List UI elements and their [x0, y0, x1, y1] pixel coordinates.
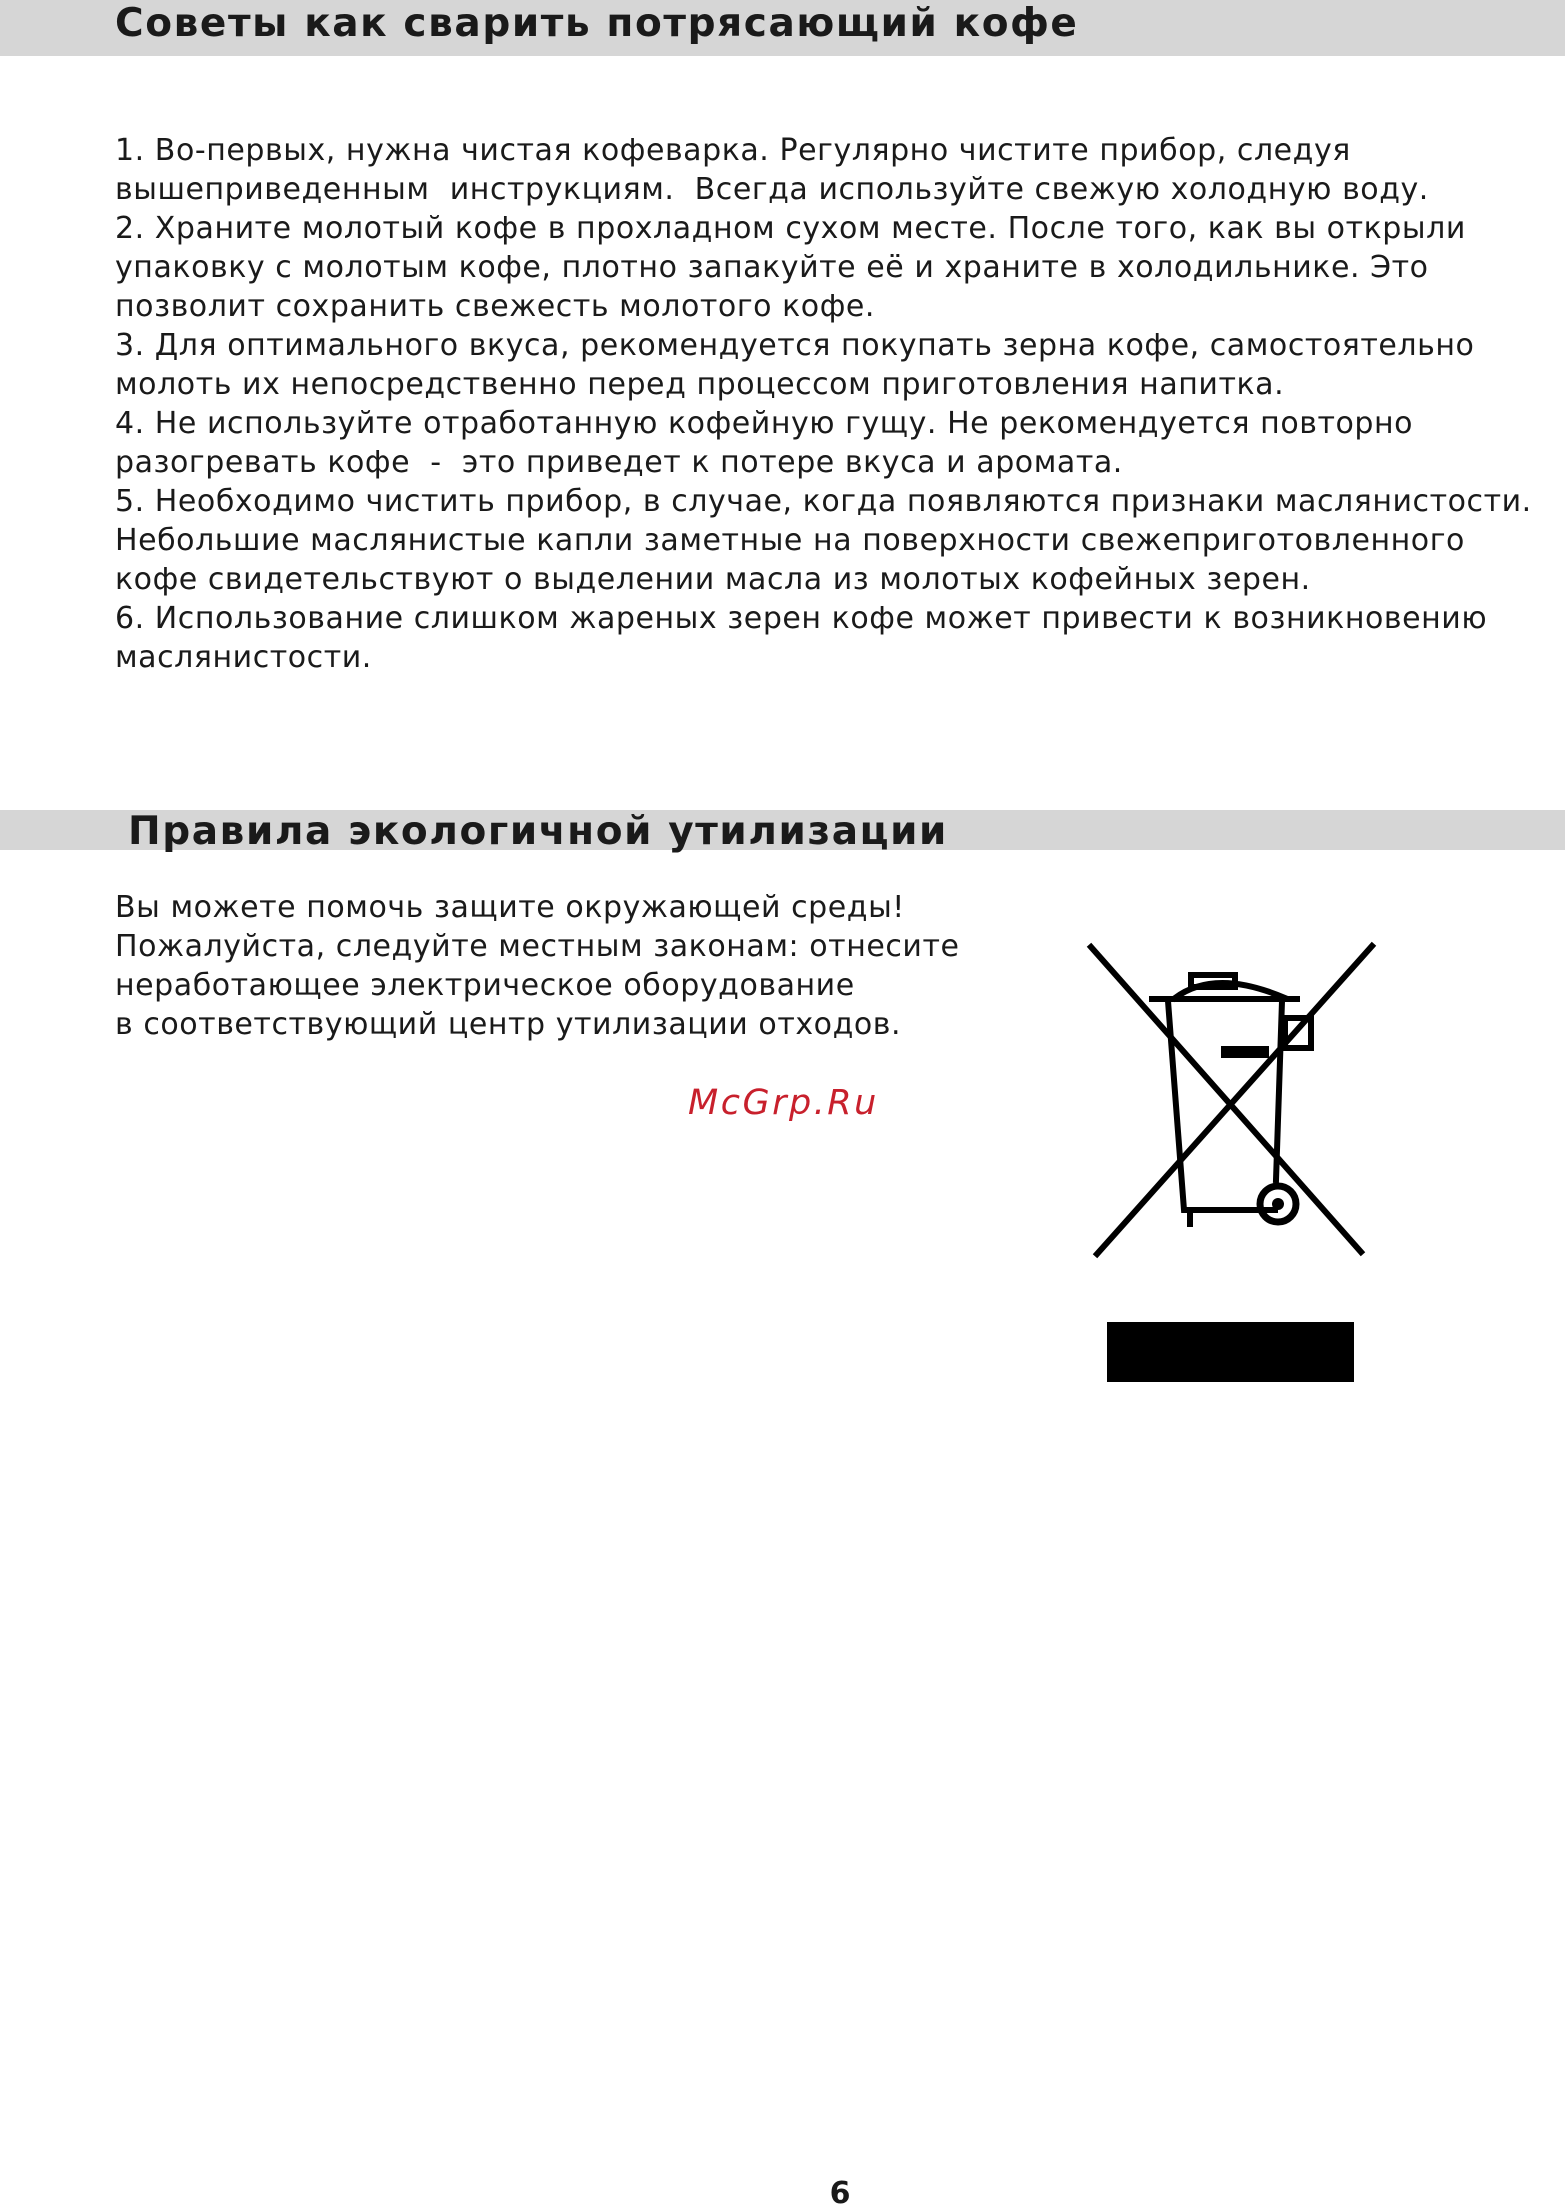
eco-paragraph: [115, 888, 960, 1044]
tips-line: вышеприведенным инструкциям. Всегда используйте свежую холодную воду.: [115, 172, 1429, 207]
tips-section-title: Советы как сварить потрясающий кофе: [115, 1, 1079, 46]
tips-section-header: [0, 0, 1565, 56]
page-number: 6: [829, 2176, 851, 2211]
tips-line: маслянистости.: [115, 640, 372, 675]
tips-line: позволит сохранить свежесть молотого кофе.: [115, 289, 875, 324]
eco-line: Пожалуйста, следуйте местным законам: отнесите: [115, 929, 960, 964]
eco-line: в соответствующий центр утилизации отходов.: [115, 1007, 902, 1042]
eco-section-header: [0, 809, 1565, 854]
watermark-text: McGrp.Ru: [688, 1083, 879, 1123]
tips-line: 4. Не используйте отработанную кофейную гущу. Не рекомендуется повторно: [115, 406, 1414, 441]
tips-line: кофе свидетельствуют о выделении масла из молотых кофейных зерен.: [115, 562, 1311, 597]
eco-section-title: Правила экологичной утилизации: [128, 809, 948, 854]
tips-line: разогревать кофе - это приведет к потере вкуса и аромата.: [115, 445, 1123, 480]
eco-line: Вы можете помочь защите окружающей среды!: [115, 890, 905, 925]
tips-list: [115, 131, 1565, 677]
tips-line: молоть их непосредственно перед процессом приготовления напитка.: [115, 367, 1285, 402]
tips-line: 2. Храните молотый кофе в прохладном сухом месте. После того, как вы открыли: [115, 211, 1466, 246]
weee-black-bar: [1107, 1322, 1354, 1382]
crossed-out-wheelie-bin-icon: [1080, 940, 1380, 1260]
tips-line: Небольшие маслянистые капли заметные на поверхности свежеприготовленного: [115, 523, 1465, 558]
tips-line: 5. Необходимо чистить прибор, в случае, когда появляются признаки маслянистости.: [115, 484, 1532, 519]
tips-line: 6. Использование слишком жареных зерен кофе может привести к возникновению: [115, 601, 1488, 636]
tips-line: 3. Для оптимального вкуса, рекомендуется покупать зерна кофе, самостоятельно: [115, 328, 1475, 363]
tips-line: упаковку с молотым кофе, плотно запакуйте её и храните в холодильнике. Это: [115, 250, 1429, 285]
eco-line: неработающее электрическое оборудование: [115, 968, 855, 1003]
tips-line: 1. Во-первых, нужна чистая кофеварка. Регулярно чистите прибор, следуя: [115, 133, 1351, 168]
